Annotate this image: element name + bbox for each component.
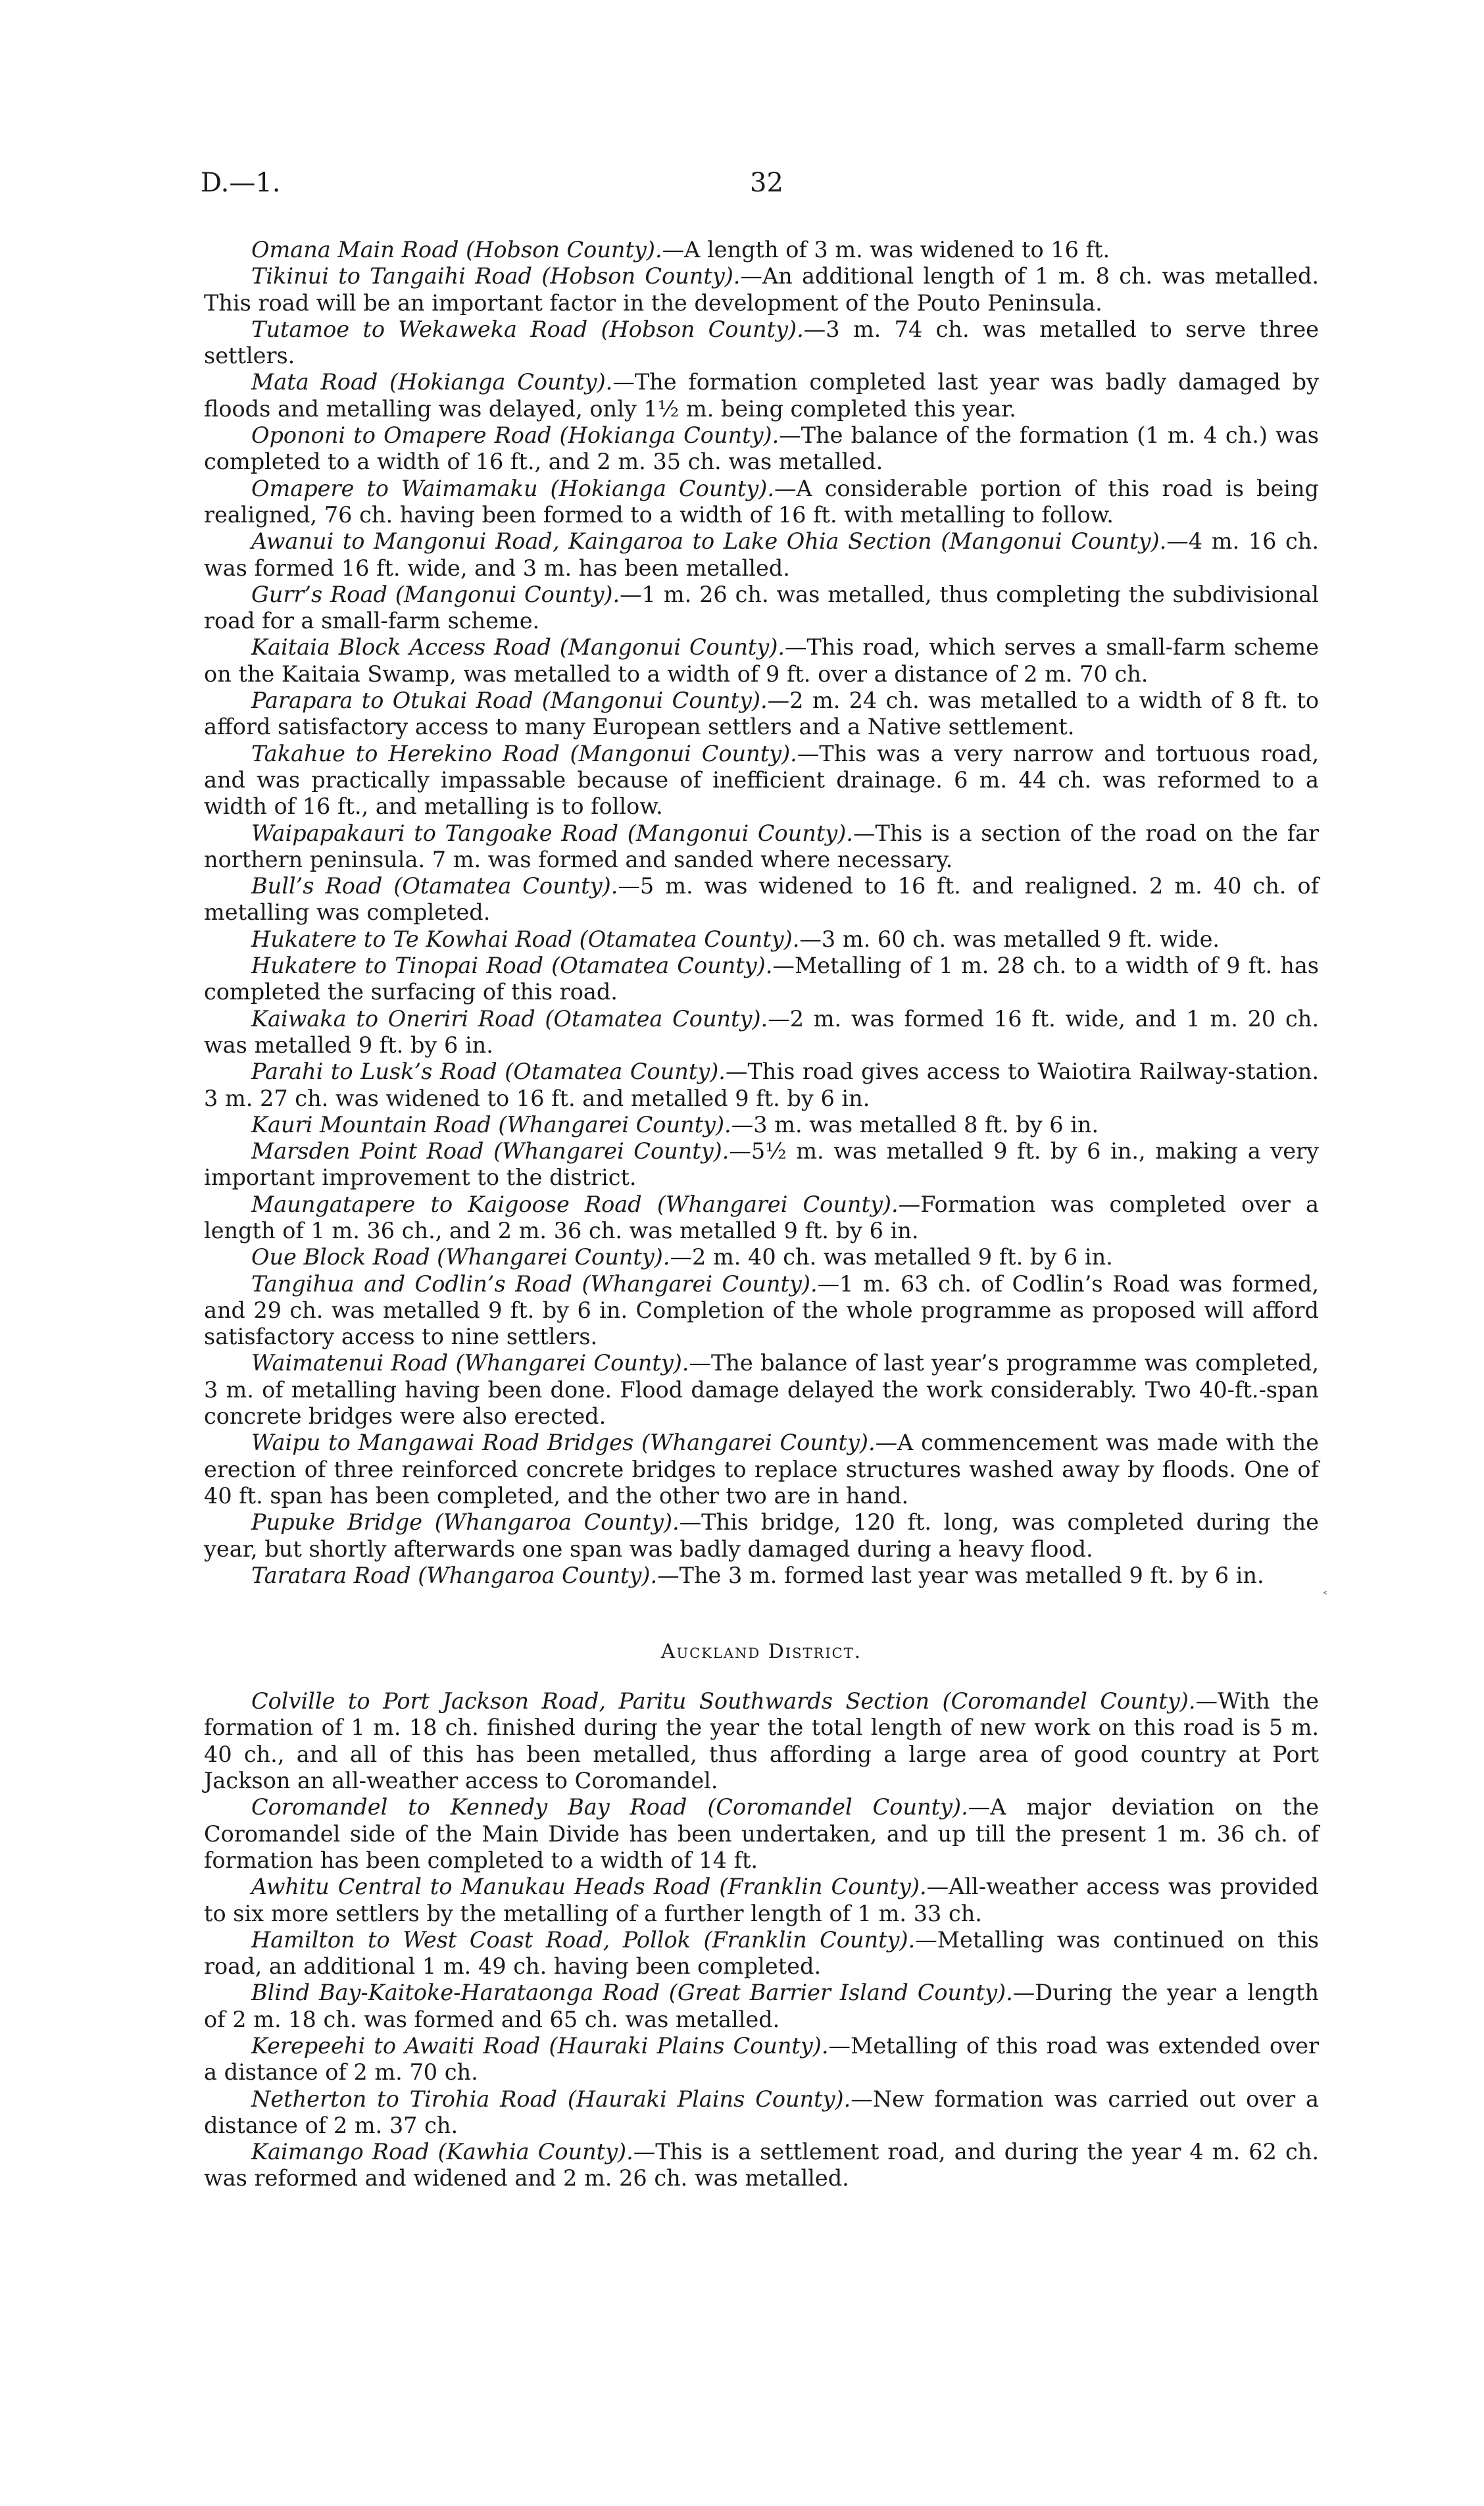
road-entry-title: Tikinui to Tangaihi Road (Hobson County). — [251, 263, 741, 289]
road-entry-title: Taratara Road (Whangaroa County). — [251, 1562, 658, 1588]
road-entry — [204, 2086, 1319, 2140]
road-entry-title: Hukatere to Tinopai Road (Otamatea County). — [251, 953, 773, 979]
road-entry-title: Kaiwaka to Oneriri Road (Otamatea County). — [251, 1005, 768, 1032]
road-entry-text: —An additional length of 1 m. 8 ch. was metalled. This road will be an important factor in the development of the Pouto Peninsula. — [204, 263, 1319, 316]
road-entry-text: —1 m. 63 ch. of Codlin’s Road was formed, and 29 ch. was metalled 9 ft. by 6 in. Completion of the whole programme as proposed will afford satisfactory access to nine settlers. — [204, 1270, 1319, 1350]
road-entry — [204, 1138, 1319, 1191]
road-entry-title: Pupuke Bridge (Whangaroa County). — [251, 1509, 680, 1536]
road-entry — [204, 1430, 1319, 1509]
road-entry — [204, 1563, 1319, 1589]
road-entry-text: —During the year a length of 2 m. 18 ch. was formed and 65 ch. was metalled. — [204, 1980, 1319, 2032]
road-entry — [204, 237, 1319, 263]
road-entry — [204, 263, 1319, 316]
road-entry-title: Awanui to Mangonui Road, Kaingaroa to Lake Ohia Section (Mangonui County). — [251, 528, 1167, 555]
road-entry — [204, 1874, 1319, 1927]
road-entry — [204, 953, 1319, 1006]
road-entry-text: —3 m. was metalled 8 ft. by 6 in. — [731, 1111, 1099, 1138]
road-entry-text: —Metalling was continued on this road, an additional 1 m. 49 ch. having been completed. — [204, 1926, 1319, 1980]
road-entry-title: Parahi to Lusk’s Road (Otamatea County). — [251, 1059, 726, 1085]
road-entry-text: —2 m. 24 ch. was metalled to a width of 8 ft. to afford satisfactory access to many European settlers and a Native settlement. — [204, 688, 1319, 740]
road-entry — [204, 873, 1319, 926]
road-entry-title: Waipu to Mangawai Road Bridges (Whangarei County). — [251, 1430, 876, 1456]
road-entry-title: Omana Main Road (Hobson County). — [251, 237, 662, 263]
road-entry-title: Mata Road (Hokianga County). — [251, 369, 613, 395]
road-entry-title: Colville to Port Jackson Road, Paritu Southwards Section (Coromandel County). — [251, 1688, 1196, 1715]
road-entry — [204, 1688, 1319, 1794]
road-entry-title: Opononi to Omapere Road (Hokianga County). — [251, 422, 779, 449]
road-entry-title: Awhitu Central to Manukau Heads Road (Franklin County). — [251, 1874, 927, 1900]
road-entry — [204, 2033, 1319, 2086]
road-entry — [204, 634, 1319, 688]
road-entry-title: Gurr’s Road (Mangonui County). — [251, 581, 620, 607]
road-entry-text: —1 m. 26 ch. was metalled, thus completing the subdivisional road for a small-farm scheme. — [204, 581, 1319, 634]
road-entry-text: —5½ m. was metalled 9 ft. by 6 in., making a very important improvement to the district. — [204, 1138, 1319, 1191]
road-entry-title: Blind Bay-Kaitoke-Harataonga Road (Great Barrier Island County). — [251, 1980, 1013, 2006]
road-entry-title: Netherton to Tirohia Road (Hauraki Plains County). — [251, 2086, 851, 2112]
road-entry-text: —The 3 m. formed last year was metalled 9 ft. by 6 in. — [657, 1562, 1264, 1588]
road-entry-title: Kauri Mountain Road (Whangarei County). — [251, 1111, 731, 1138]
road-entry-text: —This road, which serves a small-farm scheme on the Kaitaia Swamp, was metalled to a width of 9 ft. over a distance of 2 m. 70 ch. — [204, 634, 1319, 687]
road-entry-title: Kaimango Road (Kawhia County). — [251, 2139, 633, 2165]
road-entry — [204, 369, 1319, 422]
road-entry-text: —4 m. 16 ch. was formed 16 ft. wide, and 3 m. has been metalled. — [204, 528, 1319, 581]
road-entry-title: Waipapakauri to Tangoake Road (Mangonui County). — [251, 820, 853, 846]
road-entry — [204, 316, 1319, 370]
road-entry-text: —A major deviation on the Coromandel side of the Main Divide has been undertaken, and up till the present 1 m. 36 ch. of formation has been completed to a width of 14 ft. — [204, 1794, 1319, 1873]
road-entry — [204, 1980, 1319, 2033]
road-entry-title: Kerepeehi to Awaiti Road (Hauraki Plains County). — [251, 2033, 829, 2059]
stray-mark: ˂ — [1322, 1590, 1328, 1604]
road-entry-text: —This is a section of the road on the far northern peninsula. 7 m. was formed and sanded where necessary. — [204, 820, 1320, 872]
road-entry-title: Parapara to Otukai Road (Mangonui County). — [251, 688, 768, 714]
section-heading-auckland: Auckland District. — [660, 1640, 862, 1664]
road-entry-text: —This road gives access to Waiotira Railway-station. 3 m. 27 ch. was widened to 16 ft. and metalled 9 ft. by 6 in. — [204, 1059, 1319, 1111]
road-entry-text: —The formation completed last year was badly damaged by floods and metalling was delayed, only 1½ m. being completed this year. — [204, 369, 1320, 422]
road-entry — [204, 926, 1319, 953]
road-entry-title: Kaitaia Block Access Road (Mangonui County). — [251, 634, 785, 661]
road-entry-text: —Metalling of this road was extended over a distance of 2 m. 70 ch. — [204, 2033, 1319, 2086]
page-body — [204, 237, 1319, 2192]
road-entry — [204, 1112, 1319, 1138]
road-entry — [204, 476, 1319, 529]
road-entry-text: —3 m. 60 ch. was metalled 9 ft. wide. — [799, 926, 1220, 952]
road-entry-title: Marsden Point Road (Whangarei County). — [251, 1138, 730, 1165]
road-entry — [204, 1271, 1319, 1351]
road-entry-text: —With the formation of 1 m. 18 ch. finished during the year the total length of new work on this road is 5 m. 40 ch., and all of this has been metalled, thus affording a large area of good country at Port Jackson an all-weather access to Coromandel. — [204, 1688, 1320, 1794]
road-entry — [204, 1191, 1319, 1245]
road-entry-title: Tutamoe to Wekaweka Road (Hobson County). — [251, 316, 804, 342]
road-entry-title: Hukatere to Te Kowhai Road (Otamatea County). — [251, 926, 800, 952]
road-entry — [204, 1244, 1319, 1270]
page-number: 32 — [750, 168, 783, 198]
road-entry-text: —The balance of last year’s programme was completed, 3 m. of metalling having been done. Flood damage delayed the work considerably. Two 40-ft.-span concrete bridges were also erected. — [204, 1350, 1319, 1430]
road-entry-text: —3 m. 74 ch. was metalled to serve three settlers. — [204, 316, 1319, 369]
road-entry-text: —The balance of the formation (1 m. 4 ch.) was completed to a width of 16 ft., and 2 m. 35 ch. was metalled. — [204, 422, 1319, 475]
road-entry-title: Coromandel to Kennedy Bay Road (Coromandel County). — [251, 1794, 968, 1820]
road-entry-text: —Formation was completed over a length of 1 m. 36 ch., and 2 m. 36 ch. was metalled 9 ft. by 6 in. — [204, 1191, 1320, 1243]
road-entry-text: —New formation was carried out over a distance of 2 m. 37 ch. — [204, 2086, 1319, 2138]
road-entry-title: Bull’s Road (Otamatea County). — [251, 873, 618, 899]
road-entry — [204, 1509, 1319, 1563]
road-entry — [204, 582, 1319, 635]
road-entry-text: —2 m. was formed 16 ft. wide, and 1 m. 20 ch. was metalled 9 ft. by 6 in. — [204, 1005, 1319, 1058]
document-reference: D.—1. — [201, 168, 281, 198]
road-entry-title: Maungatapere to Kaigoose Road (Whangarei County). — [251, 1191, 899, 1217]
road-entry — [204, 1350, 1319, 1430]
road-entry-title: Takahue to Herekino Road (Mangonui County). — [251, 740, 797, 766]
road-entry-text: —A length of 3 m. was widened to 16 ft. — [662, 237, 1110, 263]
road-entry-text: —This was a very narrow and tortuous road, and was practically impassable because of inefficient drainage. 6 m. 44 ch. was reformed to a width of 16 ft., and metalling is to follow. — [204, 740, 1319, 820]
road-entry — [204, 422, 1319, 476]
road-entry-text: —A considerable portion of this road is being realigned, 76 ch. having been formed to a width of 16 ft. with metalling to follow. — [204, 475, 1319, 528]
road-entry-text: —Metalling of 1 m. 28 ch. to a width of 9 ft. has completed the surfacing of this road. — [204, 953, 1319, 1005]
road-entry — [204, 1059, 1319, 1112]
road-entry — [204, 688, 1319, 741]
northland-section — [204, 237, 1319, 1589]
road-entry-text: —2 m. 40 ch. was metalled 9 ft. by 6 in. — [670, 1244, 1113, 1270]
auckland-section — [204, 1688, 1319, 2192]
road-entry — [204, 528, 1319, 582]
road-entry-title: Hamilton to West Coast Road, Pollok (Franklin County). — [251, 1926, 916, 1953]
road-entry — [204, 1927, 1319, 1980]
road-entry-title: Tangihua and Codlin’s Road (Whangarei County). — [251, 1270, 818, 1297]
road-entry — [204, 820, 1319, 874]
page-header — [201, 168, 1319, 207]
road-entry — [204, 2139, 1319, 2192]
road-entry-text: —This is a settlement road, and during the year 4 m. 62 ch. was reformed and widened and 2 m. 26 ch. was metalled. — [204, 2139, 1319, 2192]
road-entry — [204, 741, 1319, 820]
road-entry-title: Omapere to Waimamaku (Hokianga County). — [251, 475, 775, 501]
road-entry-title: Oue Block Road (Whangarei County). — [251, 1244, 670, 1270]
road-entry-text: —All-weather access was provided to six more settlers by the metalling of a further length of 1 m. 33 ch. — [204, 1874, 1319, 1926]
road-entry — [204, 1006, 1319, 1059]
road-entry-text: —A commencement was made with the erection of three reinforced concrete bridges to replace structures washed away by floods. One of 40 ft. span has been completed, and the other two are in hand. — [204, 1430, 1319, 1509]
road-entry-text: —5 m. was widened to 16 ft. and realigned. 2 m. 40 ch. of metalling was completed. — [204, 873, 1319, 926]
road-entry — [204, 1794, 1319, 1874]
road-entry-title: Waimatenui Road (Whangarei County). — [251, 1350, 689, 1376]
road-entry-text: —This bridge, 120 ft. long, was completed during the year, but shortly afterwards one span was badly damaged during a heavy flood. — [204, 1509, 1319, 1562]
